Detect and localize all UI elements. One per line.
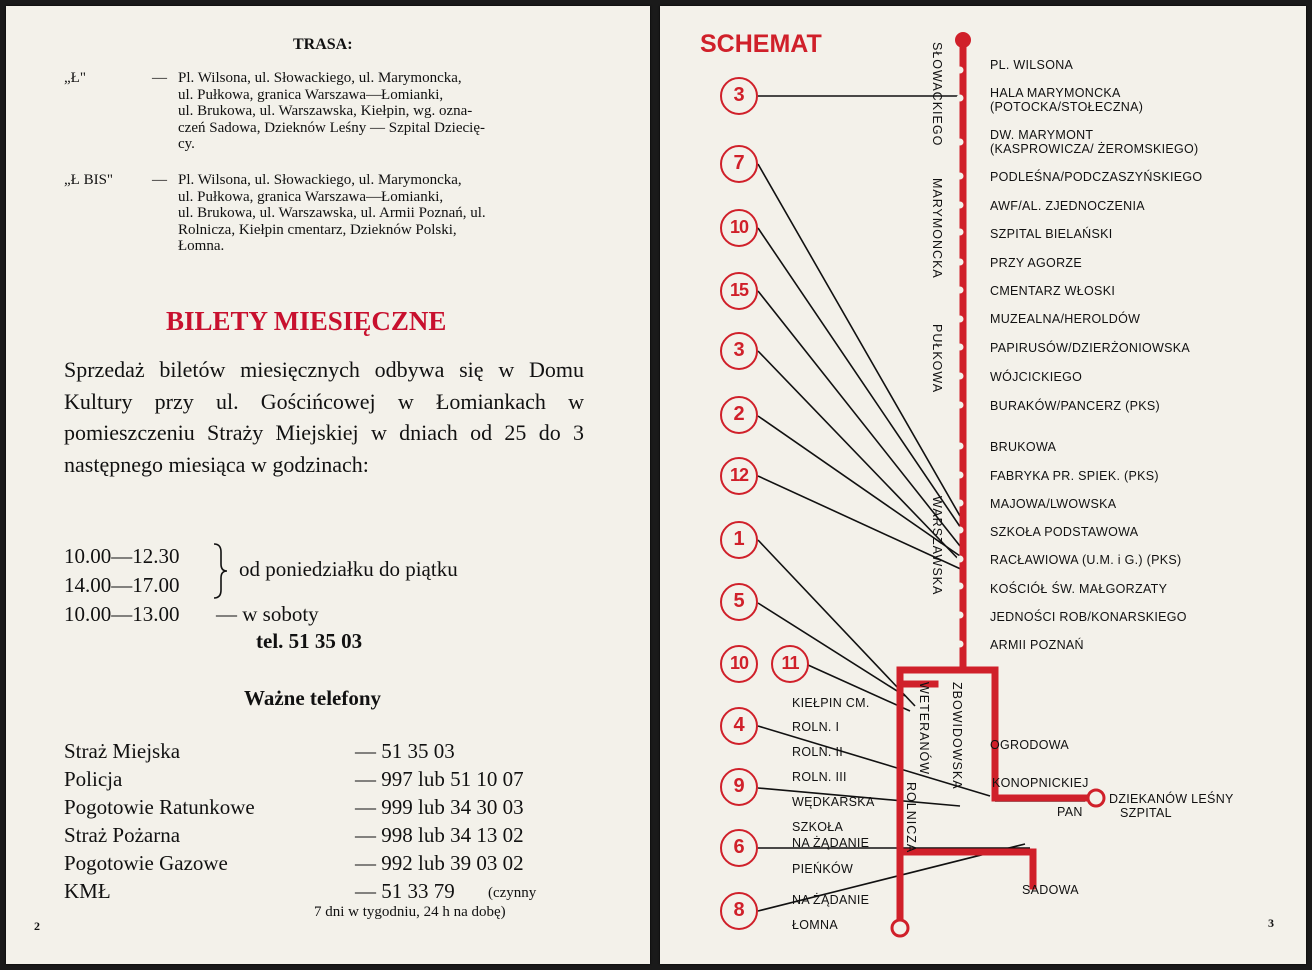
phone-number: — 999 lub 34 30 03 bbox=[355, 795, 524, 819]
route-line: cy. bbox=[178, 136, 195, 152]
stop-label: PODLEŚNA/PODCZASZYŃSKIEGO bbox=[990, 170, 1203, 184]
street-label: ROLNICZA bbox=[904, 782, 918, 854]
stop-label: (POTOCKA/STOŁECZNA) bbox=[990, 100, 1144, 114]
stop-label: SADOWA bbox=[1022, 883, 1079, 897]
stop-label: NA ŻĄDANIE bbox=[792, 836, 870, 850]
route-line: ul. Brukowa, ul. Warszawska, ul. Armii Poznań, ul. bbox=[178, 205, 486, 221]
phone-number: — 51 33 79 bbox=[355, 879, 455, 903]
brace-icon bbox=[211, 542, 229, 600]
line-badge: 11 bbox=[771, 645, 809, 683]
stop-label: DW. MARYMONT bbox=[990, 128, 1094, 142]
stop-label: AWF/AL. ZJEDNOCZENIA bbox=[990, 199, 1145, 213]
bilety-text: Sprzedaż biletów miesięcznych odbywa się w Domu Kultury przy ul. Gościńcowej w Łomiankach w pomieszczeniu Straży Miejskiej w dniach od 25 do 3 następnego miesiąca w godzinach: bbox=[64, 357, 584, 477]
hours-line: 14.00—17.00 bbox=[64, 573, 180, 597]
line-badge: 8 bbox=[720, 892, 758, 930]
stop-label: BURAKÓW/PANCERZ (PKS) bbox=[990, 399, 1160, 413]
bilety-title: BILETY MIESIĘCZNE bbox=[166, 306, 447, 336]
page-number: 2 bbox=[34, 919, 40, 933]
terminal-start bbox=[955, 32, 971, 48]
line-badge: 10 bbox=[720, 645, 758, 683]
stop-label: CMENTARZ WŁOSKI bbox=[990, 284, 1116, 298]
stop-label: PRZY AGORZE bbox=[990, 256, 1082, 270]
stop-label: HALA MARYMONCKA bbox=[990, 86, 1121, 100]
hours-line: 10.00—12.30 bbox=[64, 544, 180, 568]
route-line: Pl. Wilsona, ul. Słowackiego, ul. Marymoncka, bbox=[178, 172, 462, 188]
line-badge: 4 bbox=[720, 707, 758, 745]
line-badge: 1 bbox=[720, 521, 758, 559]
street-label: ZBOWIDOWSKA bbox=[950, 682, 964, 790]
left-page bbox=[6, 6, 650, 964]
stop-label: OGRODOWA bbox=[990, 738, 1070, 752]
terminal-lomna bbox=[892, 920, 908, 936]
phone-name: Straż Miejska bbox=[64, 739, 181, 763]
stop-label: MAJOWA/LWOWSKA bbox=[990, 497, 1117, 511]
trasa-title: TRASA: bbox=[293, 36, 353, 53]
line-badge: 10 bbox=[720, 209, 758, 247]
stop-label: (KASPROWICZA/ ŻEROMSKIEGO) bbox=[990, 142, 1199, 156]
route-line: ul. Brukowa, ul. Warszawska, Kiełpin, wg. ozna- bbox=[178, 103, 473, 119]
stop-label: ARMII POZNAŃ bbox=[990, 638, 1084, 652]
stop-label: KIEŁPIN CM. bbox=[792, 696, 870, 710]
street-label: SŁOWACKIEGO bbox=[930, 42, 944, 147]
stop-label: SZPITAL bbox=[1120, 806, 1172, 820]
line-badge: 7 bbox=[720, 145, 758, 183]
stop-label: KOŚCIÓŁ ŚW. MAŁGORZATY bbox=[990, 582, 1168, 596]
stop-label: ROLN. III bbox=[792, 770, 847, 784]
weekday-note: od poniedziałku do piątku bbox=[239, 557, 458, 581]
schemat-title: SCHEMAT bbox=[700, 30, 822, 58]
stop-label: RACŁAWIOWA (U.M. i G.) (PKS) bbox=[990, 553, 1182, 567]
line-badge: 6 bbox=[720, 829, 758, 867]
saturday-note: — w soboty bbox=[216, 602, 319, 626]
route-description bbox=[178, 70, 583, 153]
main-phone: tel. 51 35 03 bbox=[256, 629, 363, 653]
stop-label: PL. WILSONA bbox=[990, 58, 1074, 72]
stop-label: DZIEKANÓW LEŚNY bbox=[1109, 792, 1234, 806]
stop-label: PAPIRUSÓW/DZIERŻONIOWSKA bbox=[990, 341, 1191, 355]
line-badge: 3 bbox=[720, 332, 758, 370]
terminal-dzieknow bbox=[1088, 790, 1104, 806]
route-line: ul. Pułkowa, granica Warszawa—Łomianki, bbox=[178, 188, 444, 205]
line-badge: 15 bbox=[720, 272, 758, 310]
route-diagram bbox=[660, 6, 1306, 964]
street-label: MARYMONCKA bbox=[930, 178, 944, 279]
phone-number: — 997 lub 51 10 07 bbox=[355, 767, 524, 791]
stop-label: NA ŻĄDANIE bbox=[792, 893, 870, 907]
line-badge: 2 bbox=[720, 396, 758, 434]
stop-label: KONOPNICKIEJ bbox=[992, 776, 1089, 790]
stop-label: ŁOMNA bbox=[792, 918, 838, 932]
stop-label: SZKOŁA PODSTAWOWA bbox=[990, 525, 1139, 539]
phone-name: Policja bbox=[64, 767, 123, 791]
stop-label: PIEŃKÓW bbox=[792, 862, 854, 876]
kml-note: 7 dni w tygodniu, 24 h na dobę) bbox=[314, 904, 506, 920]
phone-number: — 998 lub 34 13 02 bbox=[355, 823, 524, 847]
route-code: „Ł BIS" bbox=[64, 172, 114, 188]
route-code: „Ł" bbox=[64, 70, 86, 86]
hours-line: 10.00—13.00 bbox=[64, 602, 180, 626]
line-badge: 12 bbox=[720, 457, 758, 495]
phone-number: — 992 lub 39 03 02 bbox=[355, 851, 524, 875]
route-line: Łomna. bbox=[178, 238, 225, 254]
route-dash: — bbox=[152, 70, 167, 86]
route-line: ul. Pułkowa, granica Warszawa—Łomianki, bbox=[178, 86, 444, 103]
stop-label: PAN bbox=[1057, 805, 1083, 819]
phone-number: — 51 35 03 bbox=[355, 739, 455, 763]
page-number: 3 bbox=[1268, 916, 1274, 930]
stop-label: SZKOŁA bbox=[792, 820, 844, 834]
street-label: PUŁKOWA bbox=[930, 324, 944, 394]
route-line: czeń Sadowa, Dzieknów Leśny — Szpital Dziecię- bbox=[178, 119, 485, 136]
stop-label: WÓJCICKIEGO bbox=[990, 370, 1083, 384]
route-line: Rolnicza, Kiełpin cmentarz, Dzieknów Polski, bbox=[178, 221, 457, 238]
stop-label: SZPITAL BIELAŃSKI bbox=[990, 227, 1113, 241]
stop-label: ROLN. I bbox=[792, 720, 840, 734]
important-phones-title: Ważne telefony bbox=[244, 686, 382, 710]
stop-label: WĘDKARSKA bbox=[792, 795, 875, 809]
stop-label: FABRYKA PR. SPIEK. (PKS) bbox=[990, 469, 1159, 483]
line-badge: 5 bbox=[720, 583, 758, 621]
stop-label: BRUKOWA bbox=[990, 440, 1057, 454]
phone-name: Straż Pożarna bbox=[64, 823, 181, 847]
line-badge: 3 bbox=[720, 77, 758, 115]
stop-label: ROLN. II bbox=[792, 745, 844, 759]
phone-name: Pogotowie Ratunkowe bbox=[64, 795, 255, 819]
stop-label: JEDNOŚCI ROB/KONARSKIEGO bbox=[990, 610, 1187, 624]
stop-label: MUZEALNA/HEROLDÓW bbox=[990, 312, 1141, 326]
right-page bbox=[660, 6, 1306, 964]
route-dash: — bbox=[152, 172, 167, 188]
line-badge: 9 bbox=[720, 768, 758, 806]
route-description bbox=[178, 172, 583, 255]
phone-name: KMŁ bbox=[64, 879, 111, 903]
street-label: WARSZAWSKA bbox=[930, 496, 944, 596]
kml-note: (czynny bbox=[488, 885, 537, 901]
street-label: WETERANÓW bbox=[917, 682, 931, 776]
phone-name: Pogotowie Gazowe bbox=[64, 851, 228, 875]
route-line: Pl. Wilsona, ul. Słowackiego, ul. Marymoncka, bbox=[178, 70, 462, 86]
